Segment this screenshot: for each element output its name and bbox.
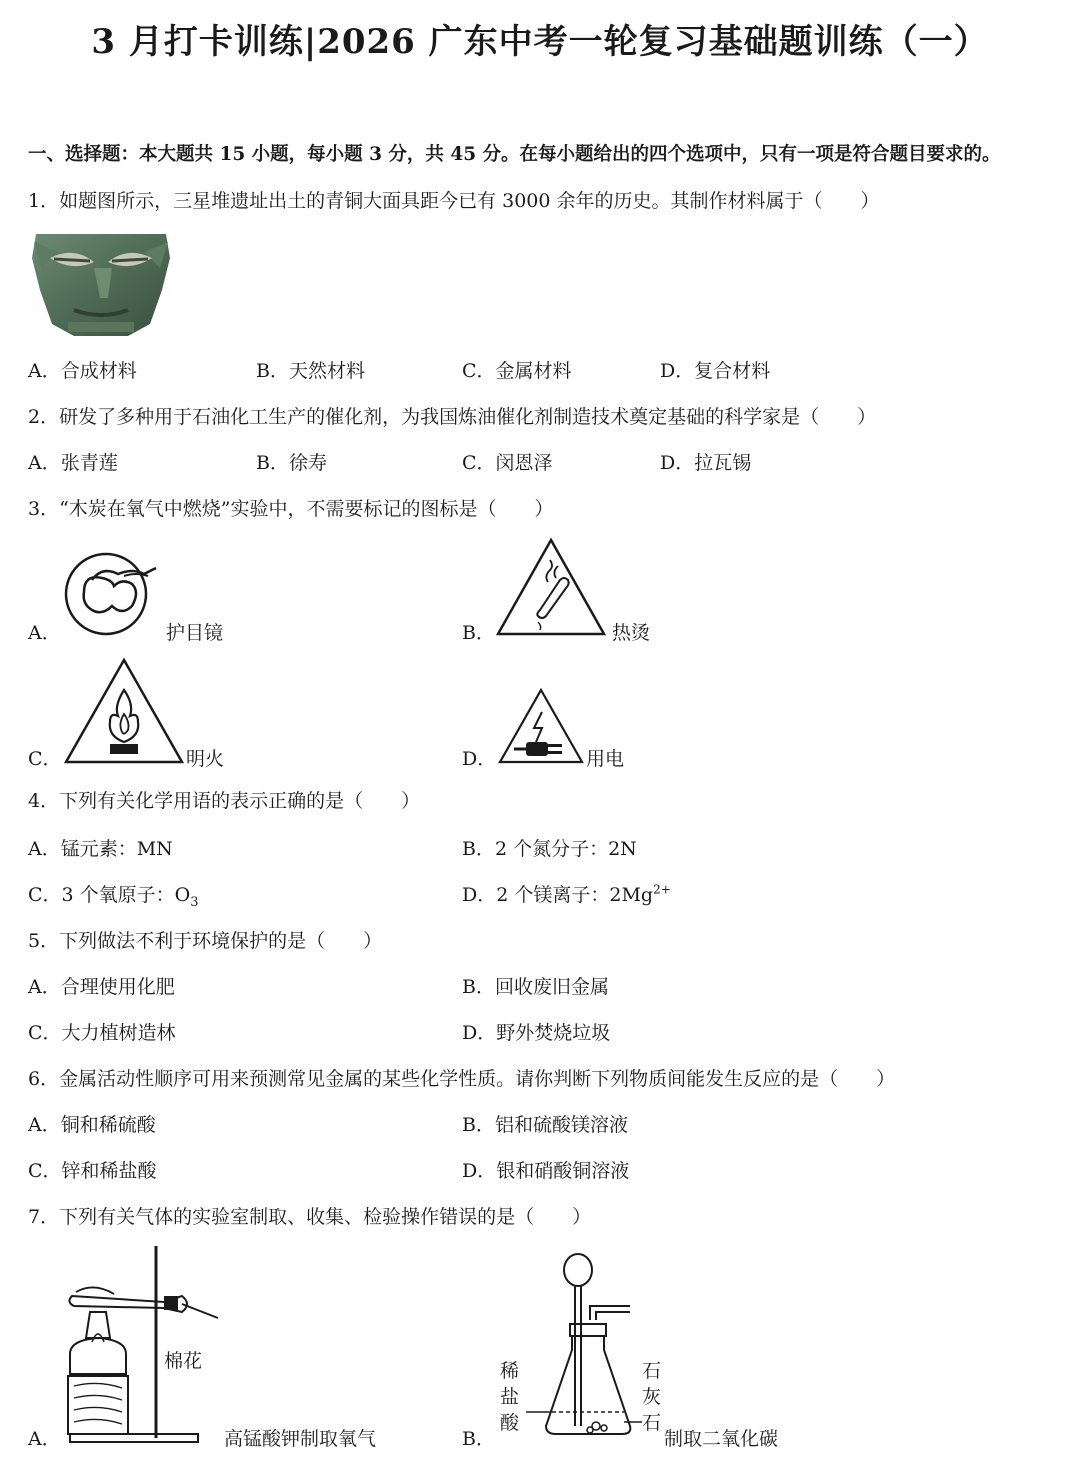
q4-option-c xyxy=(28,880,199,910)
co2-apparatus-image xyxy=(526,1250,646,1454)
question-6-stem: 6．金属活动性顺序可用来预测常见金属的某些化学性质。请你判断下列物质间能发生反应的是（ ） xyxy=(28,1068,896,1090)
q7-caption-a: 高锰酸钾制取氧气 xyxy=(224,1428,377,1450)
limestone-label-char-2: 灰 xyxy=(642,1386,662,1408)
limestone-label xyxy=(642,1358,661,1436)
q2-option-b: B．徐寿 xyxy=(256,452,327,474)
q6-option-d: D．银和硝酸铜溶液 xyxy=(462,1160,630,1182)
icon-label-goggles: 护目镜 xyxy=(166,622,224,644)
q5-option-d: D．野外焚烧垃圾 xyxy=(462,1022,611,1044)
icon-label-hot: 热烫 xyxy=(612,622,651,644)
q5-option-c: C．大力植树造林 xyxy=(28,1022,176,1044)
q2-option-a: A．张青莲 xyxy=(28,452,118,474)
acid-label-char-2: 盐 xyxy=(500,1386,520,1408)
q4-option-d xyxy=(462,880,671,907)
q5-option-a: A．合理使用化肥 xyxy=(28,976,175,998)
q4-option-b: B．2 个氮分子：2N xyxy=(462,838,637,860)
document-title: 3 月打卡训练|2026 广东中考一轮复习基础题训练（一） xyxy=(91,22,989,62)
q6-option-c: C．锌和稀盐酸 xyxy=(28,1160,157,1182)
icon-label-electric: 用电 xyxy=(586,748,625,770)
question-2-stem: 2．研发了多种用于石油化工生产的催化剂，为我国炼油催化剂制造技术奠定基础的科学家是（ ） xyxy=(28,406,877,428)
limestone-label-char-3: 石 xyxy=(642,1412,662,1434)
q1-option-d: D．复合材料 xyxy=(660,360,771,382)
question-5-stem: 5．下列做法不利于环境保护的是（ ） xyxy=(28,930,383,952)
q3-option-c: C． xyxy=(28,748,62,770)
icon-label-flame: 明火 xyxy=(186,748,225,770)
q7-caption-b: 制取二氧化碳 xyxy=(664,1428,779,1450)
q7-option-b: B． xyxy=(462,1428,495,1450)
q6-option-b: B．铝和硫酸镁溶液 xyxy=(462,1114,628,1136)
q3-option-d: D． xyxy=(462,748,497,770)
q4-option-c-subscript: 3 xyxy=(190,894,199,910)
q1-option-a: A．合成材料 xyxy=(28,360,137,382)
acid-label-char-3: 酸 xyxy=(500,1412,520,1434)
acid-label-char-1: 稀 xyxy=(500,1360,520,1382)
goggles-icon xyxy=(62,550,162,642)
hot-surface-icon xyxy=(494,536,608,642)
question-4-stem: 4．下列有关化学用语的表示正确的是（ ） xyxy=(28,790,421,812)
question-3-stem: 3．“木炭在氧气中燃烧”实验中，不需要标记的图标是（ ） xyxy=(28,498,554,520)
q2-option-d: D．拉瓦锡 xyxy=(660,452,752,474)
q1-option-b: B．天然材料 xyxy=(256,360,365,382)
q1-option-c: C．金属材料 xyxy=(462,360,572,382)
cotton-label: 棉花 xyxy=(164,1350,203,1372)
electricity-icon xyxy=(496,686,586,770)
q4-option-d-text: D．2 个镁离子：2Mg xyxy=(462,884,654,906)
question-7-stem: 7．下列有关气体的实验室制取、收集、检验操作错误的是（ ） xyxy=(28,1206,592,1228)
q6-option-a: A．铜和稀硫酸 xyxy=(28,1114,156,1136)
q7-option-a: A． xyxy=(28,1428,61,1450)
question-1-stem: 1．如题图所示，三星堆遗址出土的青铜大面具距今已有 3000 余年的历史。其制作材料属于（ ） xyxy=(28,190,880,212)
q4-option-c-text: C．3 个氧原子：O xyxy=(28,884,191,906)
q4-option-d-superscript: 2+ xyxy=(653,882,671,897)
q5-option-b: B．回收废旧金属 xyxy=(462,976,609,998)
acid-label xyxy=(500,1358,519,1436)
bronze-mask-image xyxy=(28,228,174,342)
open-flame-icon xyxy=(62,656,186,770)
q3-option-a: A． xyxy=(28,622,61,644)
q3-option-b: B． xyxy=(462,622,495,644)
q4-option-a: A．锰元素：MN xyxy=(28,838,173,860)
section-heading: 一、选择题：本大题共 15 小题，每小题 3 分，共 45 分。在每小题给出的四个选项中，只有一项是符合题目要求的。 xyxy=(28,144,1001,165)
limestone-label-char-1: 石 xyxy=(642,1360,662,1382)
q2-option-c: C．闵恩泽 xyxy=(462,452,553,474)
